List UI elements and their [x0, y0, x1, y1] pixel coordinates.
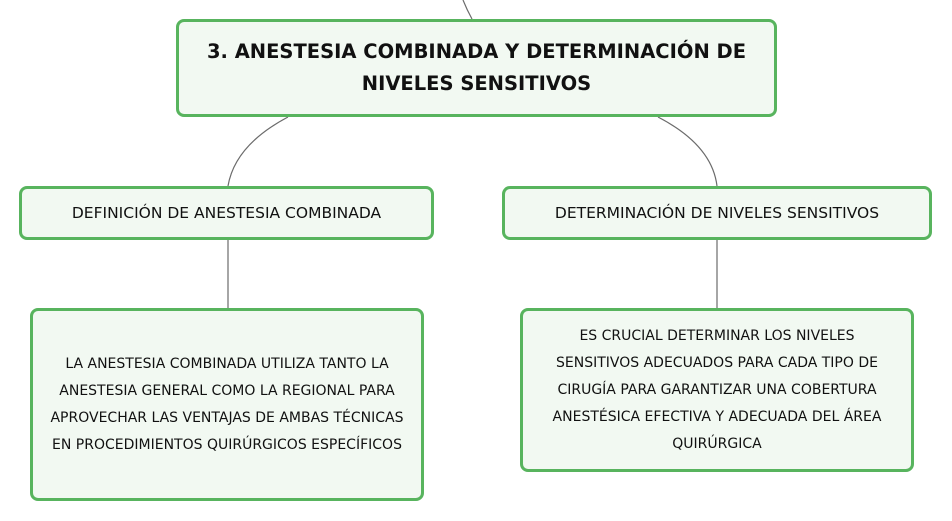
definition-detail-text: LA ANESTESIA COMBINADA UTILIZA TANTO LA ANESTESIA GENERAL COMO LA REGIONAL PARA APROVECHAR LAS VENTAJAS DE AMBAS TÉCNICAS EN PROCEDIMIENTOS QUIRÚRGICOS ESPECÍFICOS [50, 355, 404, 453]
definition-node[interactable] [19, 186, 434, 240]
determination-label: DETERMINACIÓN DE NIVELES SENSITIVOS [554, 204, 880, 222]
determination-node[interactable] [502, 186, 932, 240]
determination-detail-text: ES CRUCIAL DETERMINAR LOS NIVELES SENSITIVOS ADECUADOS PARA CADA TIPO DE CIRUGÍA PARA GARANTIZAR UNA COBERTURA ANESTÉSICA EFECTIVA Y ADECUADA DEL ÁREA QUIRÚRGICA [552, 327, 882, 452]
connector-main-to-definition [228, 117, 288, 186]
definition-detail-node[interactable] [30, 308, 424, 501]
main-topic-label: 3. ANESTESIA COMBINADA Y DETERMINACIÓN DE NIVELES SENSITIVOS [206, 40, 747, 95]
determination-detail-node[interactable] [520, 308, 914, 472]
connector-main-to-determination [658, 117, 717, 186]
definition-label: DEFINICIÓN DE ANESTESIA COMBINADA [71, 204, 382, 222]
connector-parent-to-main [463, 0, 472, 19]
main-topic-node[interactable] [176, 19, 777, 117]
